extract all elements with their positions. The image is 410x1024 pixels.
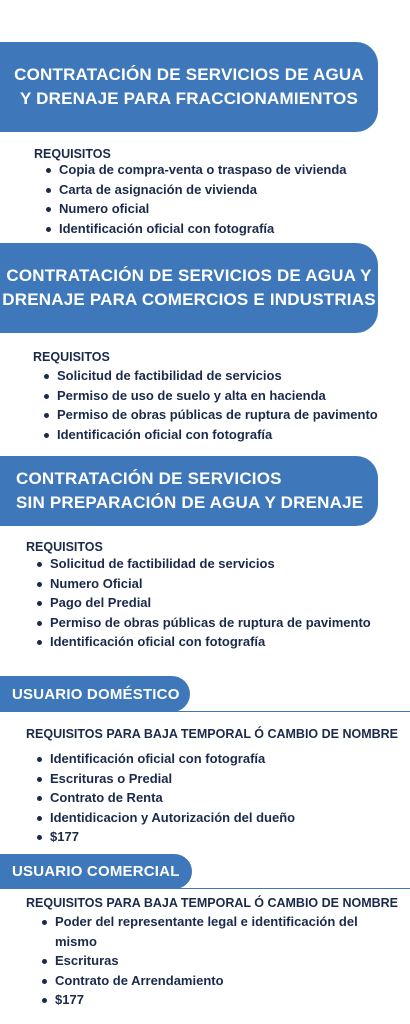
banner-title-line: SIN PREPARACIÓN DE AGUA Y DRENAJE xyxy=(16,493,364,512)
list-item: Solicitud de factibilidad de servicios xyxy=(44,366,410,386)
requirements-list xyxy=(42,912,408,1010)
list-item: Identificación oficial con fotografía xyxy=(37,632,409,652)
list-item: Identidicacion y Autorización del dueño xyxy=(37,808,409,828)
requirements-list xyxy=(46,160,406,238)
list-item: Solicitud de factibilidad de servicios xyxy=(37,554,409,574)
list-item: Numero oficial xyxy=(46,199,406,219)
banner-title-line: Y DRENAJE PARA FRACCIONAMIENTOS xyxy=(19,89,359,108)
banner-title: USUARIO DOMÉSTICO xyxy=(12,685,180,703)
banner-title: USUARIO COMERCIAL xyxy=(12,863,180,880)
list-item: Permiso de obras públicas de ruptura de pavimento xyxy=(37,613,409,633)
requirements-list xyxy=(37,749,409,847)
requirements-list xyxy=(44,366,410,444)
list-item: Carta de asignación de vivienda xyxy=(46,180,406,200)
requirements-label: REQUISITOS xyxy=(33,350,110,364)
list-item: Numero Oficial xyxy=(37,574,409,594)
section-banner-comercios xyxy=(0,243,378,333)
requirements-label: REQUISITOS PARA BAJA TEMPORAL Ó CAMBIO DE NOMBRE xyxy=(26,896,399,910)
section-banner-fraccionamientos xyxy=(0,42,378,132)
requirements-label: REQUISITOS xyxy=(26,540,103,554)
list-item: Pago del Predial xyxy=(37,593,409,613)
list-item: $177 xyxy=(37,827,409,847)
section-banner-sin-preparacion xyxy=(0,456,378,526)
banner-title-line: DRENAJE PARA COMERCIOS E INDUSTRIAS xyxy=(2,290,376,309)
list-item: Permiso de obras públicas de ruptura de pavimento xyxy=(44,405,410,425)
list-item: Permiso de uso de suelo y alta en hacienda xyxy=(44,386,410,406)
banner-title-line: CONTRATACIÓN DE SERVICIOS DE AGUA Y xyxy=(6,266,372,285)
banner-title-line: CONTRATACIÓN DE SERVICIOS xyxy=(16,469,282,488)
banner-title-line: CONTRATACIÓN DE SERVICIOS DE AGUA xyxy=(14,65,364,84)
list-item: $177 xyxy=(42,990,408,1010)
requirements-label: REQUISITOS xyxy=(34,147,111,161)
list-item: Escrituras xyxy=(42,951,408,971)
section-banner-usuario-domestico xyxy=(0,676,190,712)
requirements-label: REQUISITOS PARA BAJA TEMPORAL Ó CAMBIO DE NOMBRE xyxy=(26,727,399,741)
list-item: Poder del representante legal e identificación del mismo xyxy=(42,912,408,951)
list-item: Identificación oficial con fotografía xyxy=(37,749,409,769)
list-item: Escrituras o Predial xyxy=(37,769,409,789)
list-item: Contrato de Arrendamiento xyxy=(42,971,408,991)
section-banner-usuario-comercial xyxy=(0,854,192,889)
list-item: Copia de compra-venta o traspaso de vivienda xyxy=(46,160,406,180)
requirements-list xyxy=(37,554,409,652)
list-item: Identificación oficial con fotografía xyxy=(44,425,410,445)
list-item: Contrato de Renta xyxy=(37,788,409,808)
list-item: Identificación oficial con fotografía xyxy=(46,219,406,239)
